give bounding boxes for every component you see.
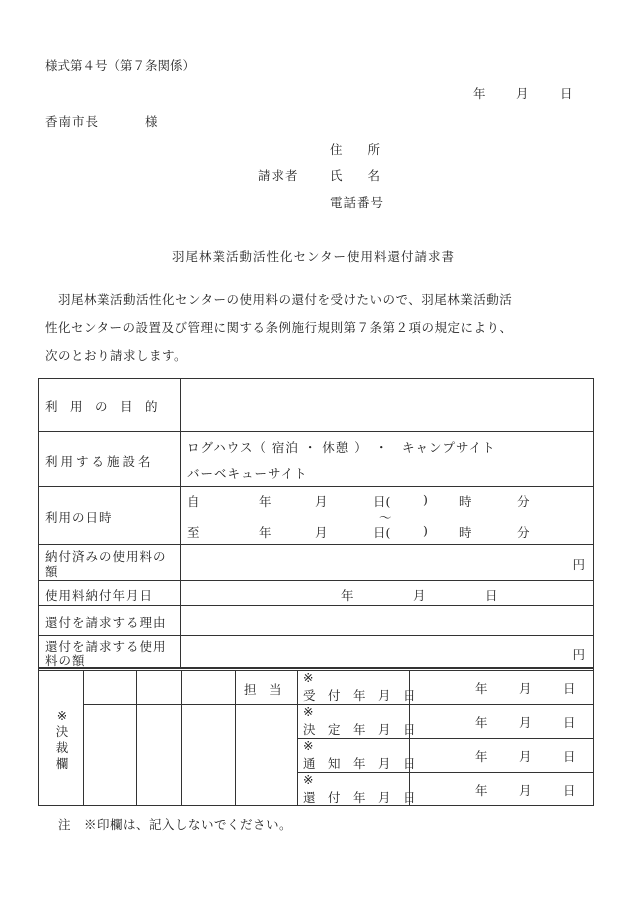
stamp-cell-3[interactable] — [182, 671, 235, 704]
charge-label: 担 当 — [244, 682, 282, 697]
to-label: 至 — [187, 525, 200, 540]
stamp-cell-1[interactable] — [84, 671, 136, 704]
facility-field[interactable] — [181, 432, 593, 486]
refund-amount-row — [39, 636, 593, 669]
purpose-label: 利 用 の 目 的 — [45, 399, 158, 414]
payment-date-field[interactable] — [181, 581, 593, 605]
paid-amount-row — [39, 545, 593, 581]
body-line-2: 性化センターの設置及び管理に関する条例施行規則第７条第２項の規定により、 — [45, 320, 513, 335]
address-label: 住 所 — [330, 142, 381, 157]
reason-row — [39, 606, 593, 636]
to-month: 月 — [315, 525, 328, 540]
facility-row — [39, 432, 593, 487]
body-line-3: 次のとおり請求します。 — [45, 348, 188, 363]
refund-date-label: 還 付 年 月 日 — [303, 790, 416, 805]
refund-amount-yen: 円 — [572, 647, 585, 662]
to-hour: 時 — [459, 525, 472, 540]
notice-year: 年 — [475, 749, 488, 764]
notice-month: 月 — [519, 749, 532, 764]
form-number: 様式第４号（第７条関係） — [45, 58, 196, 73]
date-year: 年 — [473, 86, 486, 101]
refund-amount-label-1: 還付を請求する使用 — [45, 639, 167, 654]
date-month: 月 — [516, 86, 529, 101]
paid-amount-label-1: 納付済みの使用料の — [45, 549, 167, 564]
facility-options-line-2: バーベキューサイト — [187, 466, 308, 481]
notice-day: 日 — [563, 749, 576, 764]
purpose-field[interactable] — [181, 379, 593, 431]
from-label: 自 — [187, 494, 200, 509]
decision-year: 年 — [475, 715, 488, 730]
approval-table — [38, 668, 594, 806]
to-day: 日( — [373, 525, 391, 540]
to-year: 年 — [259, 525, 272, 540]
decision-month: 月 — [519, 715, 532, 730]
payment-day: 日 — [485, 588, 498, 603]
facility-label: 利用する施設名 — [45, 454, 154, 469]
payment-date-label: 使用料納付年月日 — [45, 588, 154, 603]
from-day: 日( — [373, 494, 391, 509]
from-hour: 時 — [459, 494, 472, 509]
page-title: 羽尾林業活動活性化センター使用料還付請求書 — [172, 249, 456, 264]
date-day: 日 — [560, 86, 573, 101]
datetime-label: 利用の日時 — [45, 510, 113, 525]
name-label: 氏 名 — [330, 168, 381, 183]
receipt-mark: ※ — [303, 670, 314, 685]
decision-mark: ※ — [303, 704, 314, 719]
addressee: 香南市長 — [45, 114, 100, 129]
refund-amount-field[interactable] — [181, 636, 593, 669]
from-close-paren: ) — [423, 492, 428, 507]
to-minute: 分 — [517, 525, 530, 540]
refund-amount-label-2: 料の額 — [45, 653, 86, 668]
decision-date-label: 決 定 年 月 日 — [303, 722, 416, 737]
from-month: 月 — [315, 494, 328, 509]
reason-label: 還付を請求する理由 — [45, 615, 167, 630]
paid-amount-yen: 円 — [572, 557, 585, 572]
datetime-field[interactable] — [181, 487, 593, 544]
requester-label: 請求者 — [258, 168, 299, 183]
refund-mark: ※ — [303, 772, 314, 787]
payment-year: 年 — [341, 588, 354, 603]
payment-date-row — [39, 581, 593, 606]
request-form-table — [38, 378, 594, 668]
receipt-month: 月 — [519, 681, 532, 696]
receipt-year: 年 — [475, 681, 488, 696]
stamp-cell-2[interactable] — [137, 671, 181, 704]
footnote: 注 ※印欄は、記入しないでください。 — [58, 817, 293, 832]
purpose-row — [39, 379, 593, 432]
refund-month: 月 — [519, 783, 532, 798]
paid-amount-field[interactable] — [181, 545, 593, 580]
from-year: 年 — [259, 494, 272, 509]
receipt-date-label: 受 付 年 月 日 — [303, 688, 416, 703]
body-line-1: 羽尾林業活動活性化センターの使用料の還付を受けたいので、羽尾林業活動活 — [58, 292, 513, 307]
honorific: 様 — [145, 114, 158, 129]
from-minute: 分 — [517, 494, 530, 509]
reason-field[interactable] — [181, 606, 593, 635]
receipt-day: 日 — [563, 681, 576, 696]
datetime-row — [39, 487, 593, 545]
to-close-paren: ) — [423, 523, 428, 538]
decision-day: 日 — [563, 715, 576, 730]
tilde: ～ — [379, 510, 392, 525]
approval-column-label: ※ 決 裁 欄 — [55, 708, 69, 771]
refund-year: 年 — [475, 783, 488, 798]
phone-label: 電話番号 — [330, 195, 385, 210]
facility-options-line-1: ログハウス（ 宿泊 ・ 休憩 ） ・ キャンプサイト — [187, 440, 496, 455]
notice-date-label: 通 知 年 月 日 — [303, 756, 416, 771]
paid-amount-label-2: 額 — [45, 564, 58, 579]
notice-mark: ※ — [303, 738, 314, 753]
refund-day: 日 — [563, 783, 576, 798]
payment-month: 月 — [413, 588, 426, 603]
